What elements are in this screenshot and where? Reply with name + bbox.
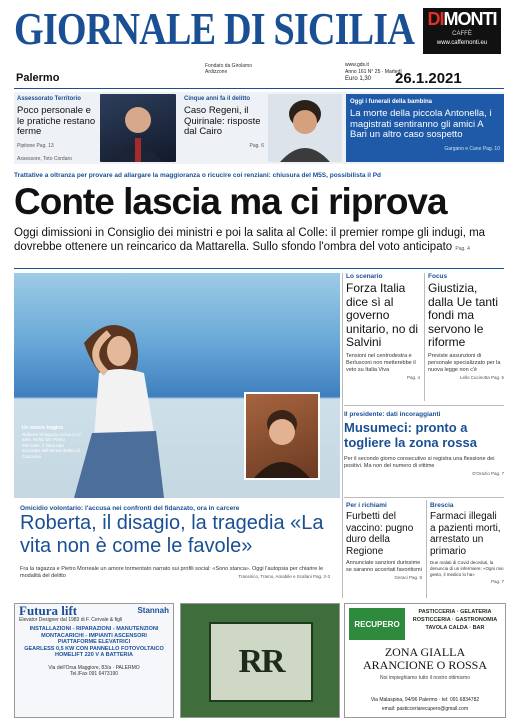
futura-address: Via dell'Orsa Maggiore, 83/a · PALERMO xyxy=(48,664,140,671)
sponsor-url: www.caffemonti.eu xyxy=(436,40,488,46)
price: Euro 1,30 xyxy=(345,76,372,82)
focus-body: Previste assunzioni di personale specializzato per la nuova legge non c'è xyxy=(428,352,501,373)
divider xyxy=(426,500,427,598)
focus-kicker: Focus xyxy=(428,273,448,280)
teaser-1-extra: Assessore, Toto Cordaro xyxy=(17,155,72,162)
site-url: www.gds.it xyxy=(345,62,369,68)
teaser-2-kicker: Cinque anni fa il delitto xyxy=(184,96,250,102)
story-body xyxy=(20,566,330,580)
focus-page: Lello Cucinotta Pag. 5 xyxy=(459,374,504,380)
scenario-page: Pag. 4 xyxy=(406,374,420,380)
futura-line-1: INSTALLAZIONI - RIPARAZIONI - MANUTENZIONI xyxy=(29,626,159,632)
story-title[interactable]: Roberta, il disagio, la tragedia «La vita non è come le favole» xyxy=(20,512,324,557)
teaser-3-title: La morte della piccola Antonella, i magistrati sentiranno gli amici A Bari un altro caso sospetto xyxy=(350,108,492,140)
divider xyxy=(424,273,425,401)
divider xyxy=(14,88,504,89)
teaser-2-title: Caso Regeni, il Quirinale: risposte dal Cairo xyxy=(184,105,261,137)
founded-note: Fondato da Girolamo Ardizzone xyxy=(205,63,252,75)
recupero-list-1: PASTICCERIA · GELATERIA xyxy=(418,609,492,615)
inset-photo xyxy=(244,392,320,480)
teaser-1-title: Poco personale e le pratiche restano ferme xyxy=(17,105,96,137)
recupero-address: Via Malaspina, 94/96 Palermo · tel: 091 6834782 xyxy=(370,697,480,703)
futura-line-4: GEARLESS 0,5 KW CON PANNELLO FOTOVOLTAICO xyxy=(24,645,164,652)
futura-sub: Elevator Designer dal 1983 di F. Cervale & figli xyxy=(19,616,123,623)
teaser-3-page: Gargano e Cane Pag. 10 xyxy=(444,145,500,152)
teaser-2[interactable] xyxy=(184,94,264,162)
caption-body: Roberta Siragusa uccisa a 17 anni. Nella foto Pietro Morreale, il fidanzato accusato dell'atroce delitto di Caccamo xyxy=(22,431,82,459)
sponsor-brand-b: MONTI xyxy=(443,9,497,29)
story-brescia[interactable] xyxy=(430,502,504,585)
divider xyxy=(14,268,504,269)
issue-number: Anno 161 N° 25 · Martedì xyxy=(345,69,402,75)
musumeci-kicker: Il presidente: dati incoraggianti xyxy=(344,411,441,418)
scenario-kicker: Lo scenario xyxy=(346,273,383,280)
divider xyxy=(344,497,504,498)
musumeci-page: D'Orazio Pag. 7 xyxy=(472,471,504,476)
vaccine-body: Annunciate sanzioni durissime se saranno accertati favoritismi xyxy=(346,560,422,573)
ad-rr[interactable] xyxy=(180,603,340,718)
divider xyxy=(342,273,343,598)
scenario-body: Tensioni nel centrodestra e Berlusconi non metterebbe il veto su Italia Viva xyxy=(346,352,416,373)
ad-futura-lift[interactable] xyxy=(14,603,174,718)
photo-caption xyxy=(22,425,82,459)
issue-date: 26.1.2021 xyxy=(395,70,462,87)
recupero-sub: Noi impieghiamo tutto il nostro ottimismo xyxy=(379,675,471,681)
scenario-title: Forza Italia dice sì al governo unitario, no di Salvini xyxy=(346,281,419,349)
caption-title: Un amore tragico xyxy=(22,425,64,431)
teaser-1-page: Pipitone Pag. 13 xyxy=(17,142,54,149)
teaser-1-kicker: Assessorato Territorio xyxy=(17,96,81,102)
story-body-text: Fra la ragazza e Pietro Morreale un amore tormentato narrato sui profili social: «Sono stanca». Oggi l'autopsia per chiarire le modalità del delitto xyxy=(20,566,324,579)
issue-info xyxy=(345,62,402,76)
rr-logo: RR xyxy=(238,643,284,680)
stannah-logo: Stannah xyxy=(137,606,169,615)
recupero-list-2: ROSTICCERIA · GASTRONOMIA xyxy=(412,617,498,623)
edition-city: Palermo xyxy=(16,72,60,84)
sponsor-sub: CAFFÈ xyxy=(452,31,472,37)
story-scenario[interactable] xyxy=(346,273,420,381)
lead-headline[interactable]: Conte lascia ma ci riprova xyxy=(14,181,447,222)
masthead-title: GIORNALE DI SICILIA xyxy=(14,3,415,54)
recupero-title: ZONA GIALLA ARANCIONE O ROSSA xyxy=(362,645,487,672)
recupero-email: email: pasticceriarecupero@gmail.com xyxy=(381,706,469,712)
teaser-1-photo xyxy=(100,94,176,162)
sponsor-brand-a: DI xyxy=(427,9,444,29)
lead-page: Pag. 4 xyxy=(455,246,470,252)
musumeci-body-text: Per il secondo giorno consecutivo si registra una flessione dei positivi. Ma non del numero di vittime xyxy=(344,456,495,469)
teaser-2-photo xyxy=(268,94,342,162)
recupero-list-3: TAVOLA CALDA · BAR xyxy=(425,625,485,631)
brescia-title: Farmaci illegali a pazienti morti, arrestato un primario xyxy=(430,511,501,557)
vaccine-page: Geraci Pag. 8 xyxy=(394,575,422,580)
brescia-page: Pag. 7 xyxy=(490,579,504,584)
story-kicker: Omicidio volontario: l'accusa nei confronti del fidanzato, ora in carcere xyxy=(20,505,240,512)
futura-line-3: PIATTAFORME ELEVATRICI xyxy=(57,639,131,645)
lead-kicker: Trattative a oltranza per provare ad allargare la maggioranza o ricucire coi renziani: chiusura del M5S, possibilista il Pd xyxy=(14,172,382,179)
story-vaccine[interactable] xyxy=(346,502,422,581)
brescia-body: Due malati di Covid deceduti, la denuncia di un infermiere: «Ogni mio gesto, il medico lo ha» xyxy=(430,560,504,577)
futura-title: Futura lift xyxy=(19,603,78,618)
focus-title: Giustizia, dalla Ue tanti fondi ma servono le riforme xyxy=(428,281,499,349)
story-focus[interactable] xyxy=(428,273,504,381)
vaccine-title: Furbetti del vaccino: pugno duro della Regione xyxy=(346,511,414,557)
teaser-3-kicker: Oggi i funerali della bambina xyxy=(350,99,433,105)
ad-recupero[interactable] xyxy=(344,603,506,718)
lead-summary-text: Oggi dimissioni in Consiglio dei ministri e poi la salita al Colle: il premier rompe gli indugi, ma dovrebbe ottenere un reincarico da Mattarella. Sullo sfondo l'ombra del voto anticipato xyxy=(14,227,486,253)
brescia-kicker: Brescia xyxy=(430,502,454,509)
futura-line-5: HOMELIFT 220 V A BATTERIA xyxy=(54,652,134,658)
story-page: Transirico, Tramo, Amabile e Scafani Pag. 2-3 xyxy=(238,574,330,579)
vaccine-kicker: Per i richiami xyxy=(346,502,387,509)
recupero-logo: RECUPERO xyxy=(349,608,405,640)
lead-summary xyxy=(14,226,504,256)
teaser-2-page: Pag. 6 xyxy=(249,142,264,149)
teaser-3[interactable] xyxy=(346,94,504,162)
futura-phone: Tel./Fax 091 6473190 xyxy=(69,671,119,677)
musumeci-title[interactable]: Musumeci: pronto a togliere la zona rossa xyxy=(344,420,477,450)
divider xyxy=(344,405,504,406)
sponsor-logo[interactable] xyxy=(423,8,501,54)
futura-line-2: MONTACARICHI - IMPIANTI ASCENSORI xyxy=(41,632,147,639)
teaser-1[interactable] xyxy=(17,94,97,162)
musumeci-body xyxy=(344,456,504,477)
